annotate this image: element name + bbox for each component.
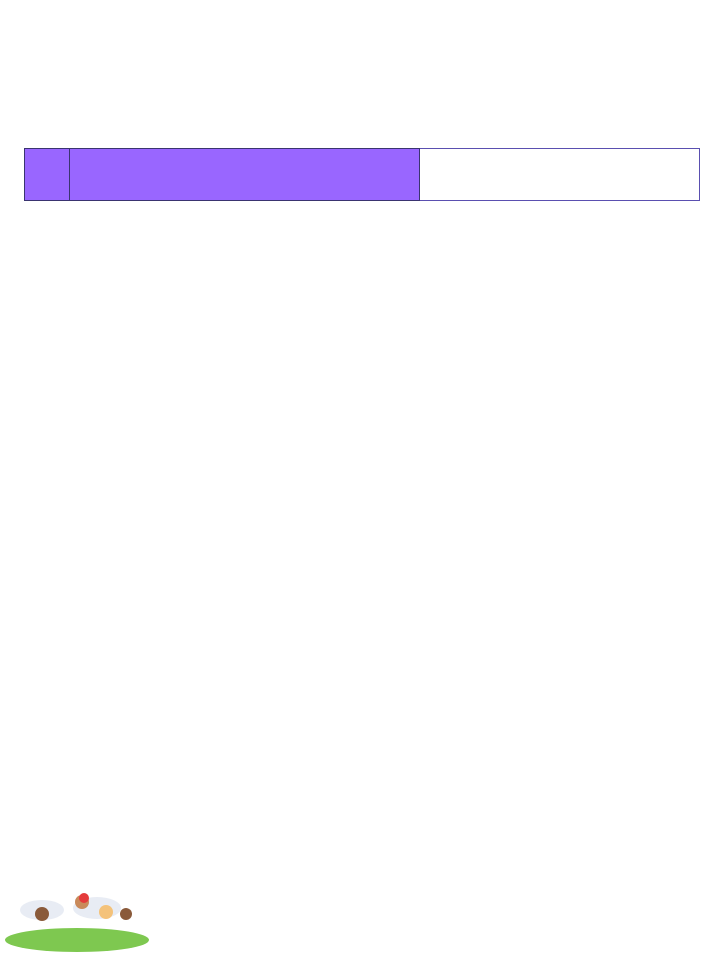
table-header-row: [25, 149, 700, 201]
header-name: [70, 149, 420, 201]
children-clouds-logo-icon: [2, 892, 152, 954]
table-body: [25, 201, 700, 895]
header-number: [25, 149, 70, 201]
results-table: [24, 148, 700, 895]
top-scallop-border: [0, 0, 720, 60]
